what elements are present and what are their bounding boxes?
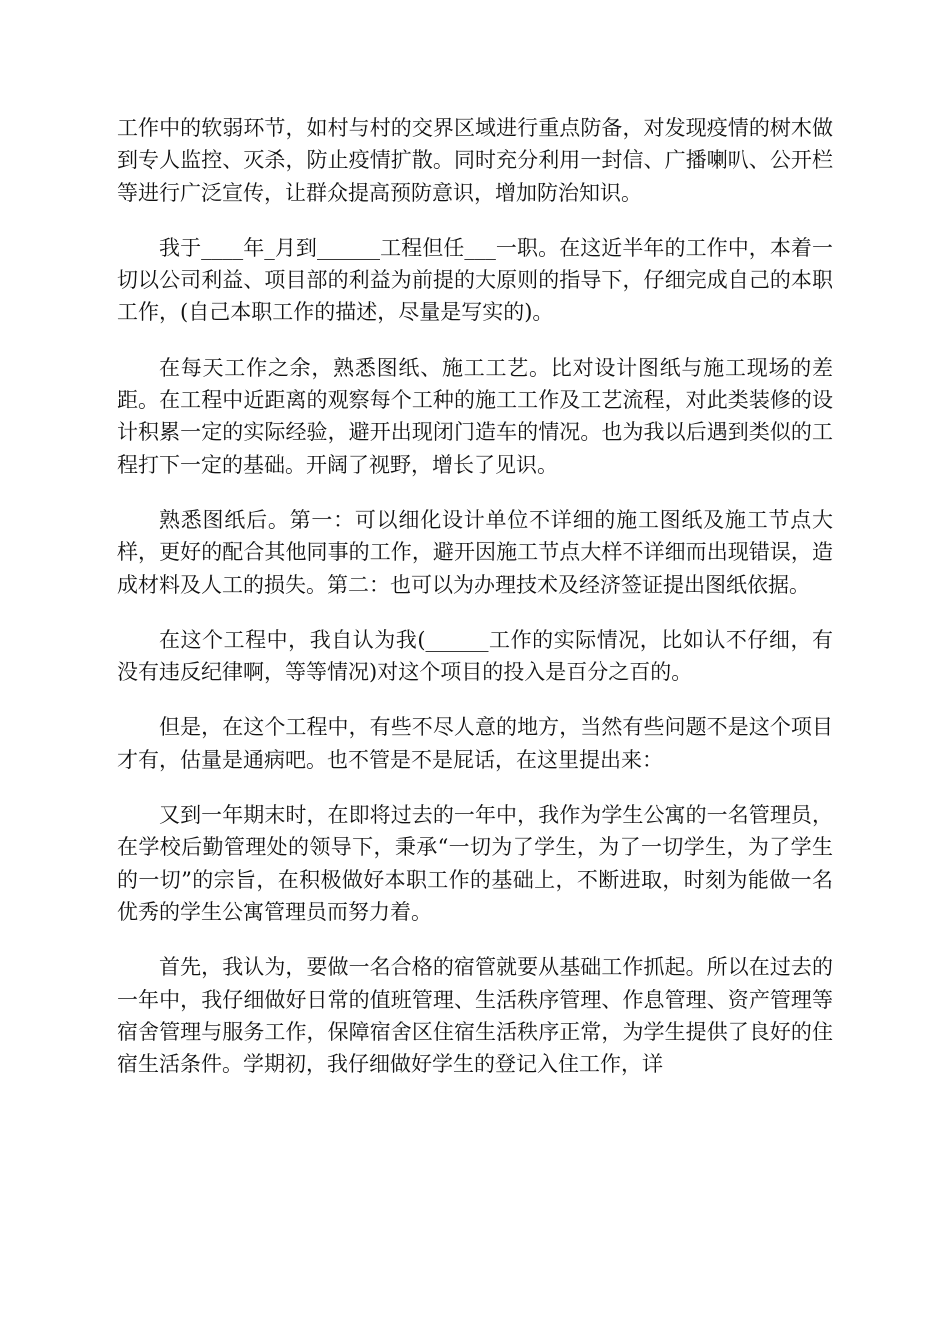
paragraph-8: 首先，我认为，要做一名合格的宿管就要从基础工作抓起。所以在过去的一年中，我仔细做好日常的值班管理、生活秩序管理、作息管理、资产管理等宿舍管理与服务工作，保障宿舍区住宿生活秩序正常，为学生提供了良好的住宿生活条件。学期初，我仔细做好学生的登记入住工作，详 [117,955,833,1077]
paragraph-1: 工作中的软弱环节，如村与村的交界区域进行重点防备，对发现疫情的树木做到专人监控、灭杀，防止疫情扩散。同时充分利用一封信、广播喇叭、公开栏等进行广泛宣传，让群众提高预防意识，增加防治知识。 [117,116,833,205]
paragraph-5: 在这个工程中，我自认为我(______工作的实际情况，比如认不仔细，有没有违反纪律啊，等等情况)对这个项目的投入是百分之百的。 [117,627,833,685]
paragraph-7: 又到一年期末时，在即将过去的一年中，我作为学生公寓的一名管理员，在学校后勤管理处的领导下，秉承“一切为了学生，为了一切学生，为了学生的一切”的宗旨，在积极做好本职工作的基础上，不断进取，时刻为能做一名优秀的学生公寓管理员而努力着。 [117,803,833,924]
paragraph-3: 在每天工作之余，熟悉图纸、施工工艺。比对设计图纸与施工现场的差距。在工程中近距离的观察每个工种的施工工作及工艺流程，对此类装修的设计积累一定的实际经验，避开出现闭门造车的情况。也为我以后遇到类似的工程打下一定的基础。开阔了视野，增长了见识。 [117,355,833,477]
paragraph-4: 熟悉图纸后。第一：可以细化设计单位不详细的施工图纸及施工节点大样，更好的配合其他同事的工作，避开因施工节点大样不详细而出现错误，造成材料及人工的损失。第二：也可以为办理技术及经济签证提出图纸依据。 [117,507,833,597]
paragraph-6: 但是，在这个工程中，有些不尽人意的地方，当然有些问题不是这个项目才有，估量是通病吧。也不管是不是屁话，在这里提出来： [117,715,833,772]
document-page [117,112,833,1103]
paragraph-2: 我于____年_月到______工程但任___一职。在这近半年的工作中，本着一切以公司利益、项目部的利益为前提的大原则的指导下，仔细完成自己的本职工作，(自己本职工作的描述，尽量是写实的)。 [117,235,833,325]
